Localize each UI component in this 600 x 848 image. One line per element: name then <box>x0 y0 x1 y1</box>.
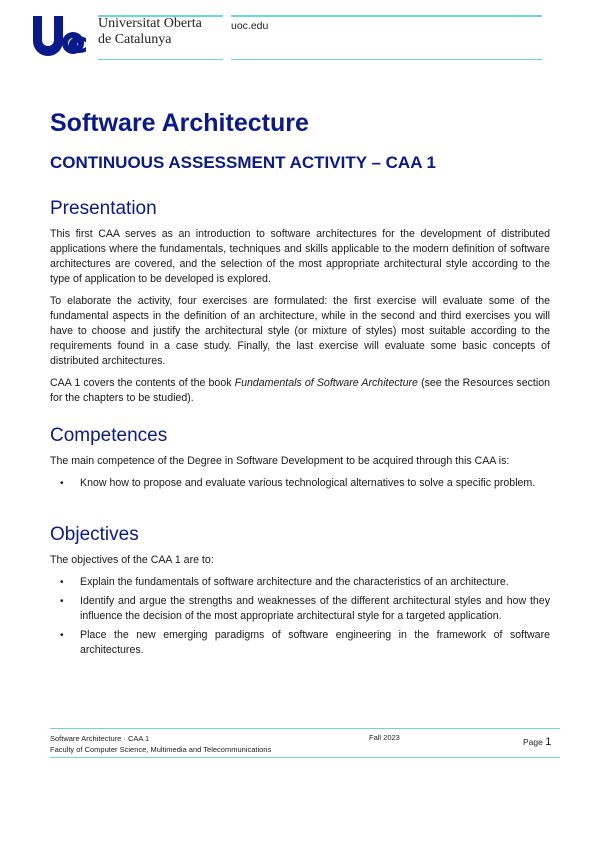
book-title: Fundamentals of Software Architecture <box>234 377 418 389</box>
footer-page-indicator <box>523 736 551 748</box>
list-item <box>60 628 550 658</box>
presentation-paragraph-2: To elaborate the activity, four exercises are formulated: the first exercise will evaluate some of the fundamental aspects in the definition of an architecture, while in the second and third exercises you will have to choose and justify the architectural style (or mixture of styles) most suitable according to the requirements found in a case study. Finally, the last exercise will evaluate some basic concepts of distributed architectures. <box>50 295 550 367</box>
bullet-icon: • <box>60 630 64 641</box>
institution-line-2: de Catalunya <box>98 32 172 47</box>
list-item-text: Know how to propose and evaluate various technological alternatives to solve a specific problem. <box>80 477 536 489</box>
presentation-paragraph-1: This first CAA serves as an introduction to software architectures for the development of distributed applications where the fundamentals, techniques and skills applicable to the modern definition of software architectures are covered, and the selection of the most appropriate architectural style according to the type of application to be developed is explored. <box>50 228 550 285</box>
p3-text-before: CAA 1 covers the contents of the book <box>50 377 235 389</box>
footer-course-info <box>50 733 271 755</box>
list-item <box>60 476 550 491</box>
document-subtitle: CONTINUOUS ASSESSMENT ACTIVITY – CAA 1 <box>50 153 437 172</box>
competences-list <box>50 476 550 491</box>
list-item-text: Place the new emerging paradigms of software engineering in the framework of software architectures. <box>80 629 550 656</box>
competences-intro: The main competence of the Degree in Software Development to be acquired through this CAA is: <box>50 455 510 467</box>
competences-heading: Competences <box>50 425 168 446</box>
footer-divider <box>50 757 560 758</box>
list-item-text: Explain the fundamentals of software architecture and the characteristics of an architecture. <box>80 576 509 588</box>
objectives-section <box>50 524 550 662</box>
objectives-intro: The objectives of the CAA 1 are to: <box>50 554 214 566</box>
bullet-icon: • <box>60 478 64 489</box>
bullet-icon: • <box>60 577 64 588</box>
institution-name <box>98 16 202 48</box>
list-item <box>60 575 550 590</box>
p3-text-after: (see the Resources section for the chapters to be studied). <box>50 377 550 404</box>
presentation-section <box>50 198 550 413</box>
footer-course-name: Software Architecture · CAA 1 <box>50 734 150 743</box>
list-item <box>60 594 550 624</box>
header-divider <box>231 59 542 60</box>
institution-line-1: Universitat Oberta <box>98 16 202 31</box>
list-item-text: Identify and argue the strengths and weaknesses of the different architectural styles and how they influence the decision of the most appropriate architectural style for a targeted application. <box>80 595 550 622</box>
bullet-icon: • <box>60 596 64 607</box>
footer-semester: Fall 2023 <box>369 733 400 742</box>
document-title: Software Architecture <box>50 109 309 137</box>
page-number: 1 <box>545 736 552 748</box>
header-accent-line <box>231 15 542 17</box>
objectives-list <box>50 575 550 658</box>
objectives-heading: Objectives <box>50 524 139 545</box>
presentation-heading: Presentation <box>50 198 157 219</box>
footer-faculty: Faculty of Computer Science, Multimedia and Telecommunications <box>50 745 272 754</box>
page-label: Page <box>523 737 543 747</box>
website-link[interactable]: uoc.edu <box>231 20 269 32</box>
competences-section <box>50 425 550 495</box>
uoc-logo-icon <box>31 14 93 58</box>
footer-divider <box>50 728 560 729</box>
presentation-paragraph-3 <box>50 376 550 406</box>
header-divider <box>98 59 223 60</box>
